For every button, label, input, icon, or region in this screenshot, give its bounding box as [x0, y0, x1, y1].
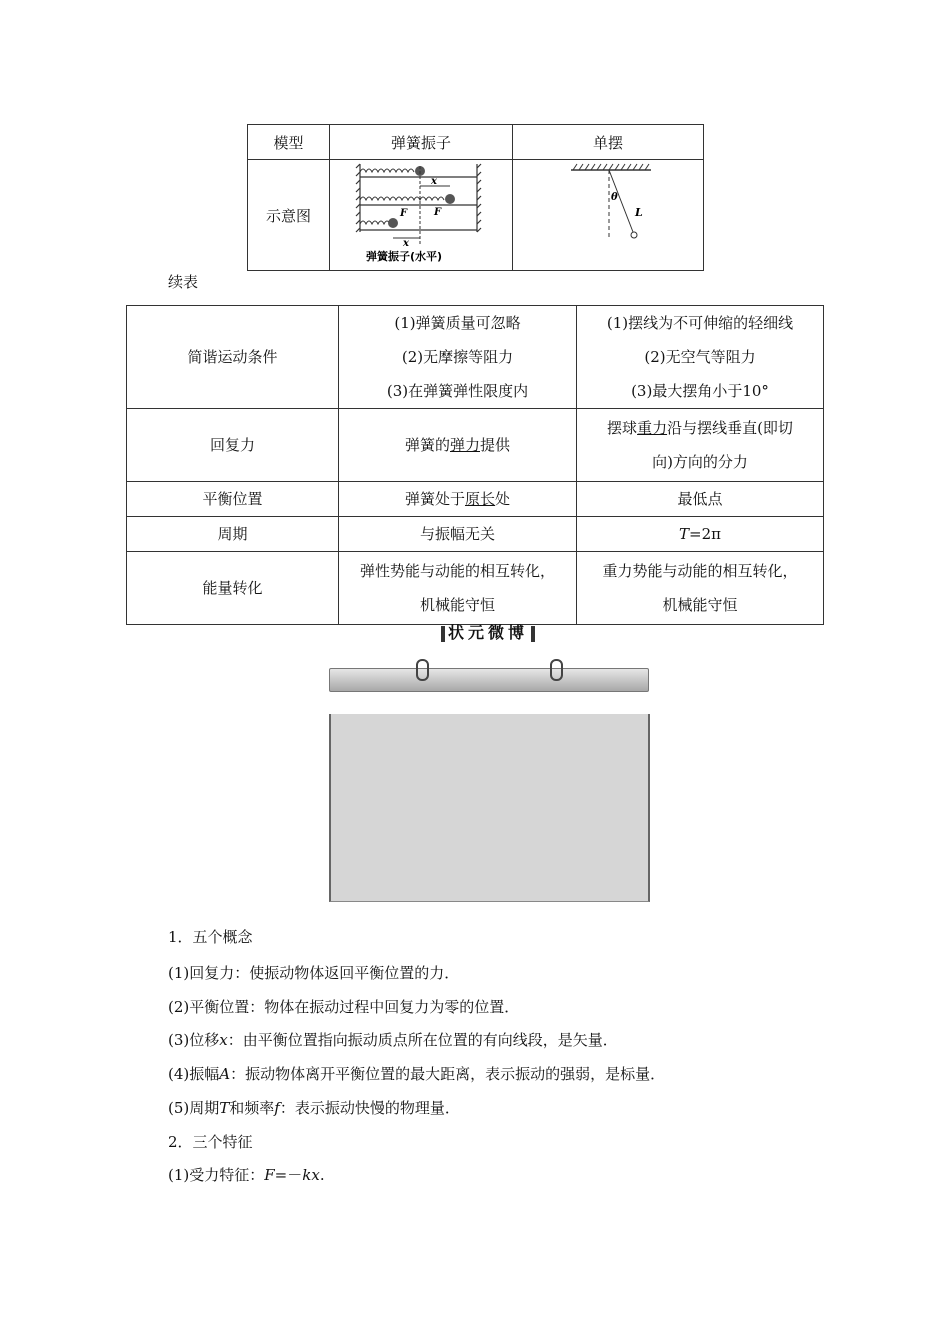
row-label: 回复力: [127, 409, 339, 482]
cell-line: (3)最大摆角小于10°: [631, 382, 769, 400]
cell-line: 向)方向的分力: [652, 453, 748, 471]
underlined-answer: 重力: [637, 419, 668, 437]
section-heading: 2．三个特征: [168, 1133, 253, 1151]
cell-line: (1)弹簧质量可忽略: [394, 314, 521, 332]
spring-cell: [339, 306, 577, 409]
continue-label: 续表: [168, 273, 199, 291]
row-label: 平衡位置: [127, 482, 339, 517]
label-F: F: [434, 207, 442, 218]
header-model: 模型: [248, 125, 330, 160]
section-banner: [424, 622, 552, 644]
cell-line: 重力势能与动能的相互转化，: [602, 562, 798, 580]
table-row: [127, 409, 824, 482]
paragraph: (4)振幅A：振动物体离开平衡位置的最大距离，表示振动的强弱，是标量．: [168, 1065, 666, 1083]
cell-text: 沿与摆线垂直(即切: [667, 419, 793, 437]
binder-ring-icon: [550, 659, 563, 681]
banner-bar-left: [441, 626, 445, 642]
section-heading: 1．五个概念: [168, 928, 253, 946]
model-table: [247, 124, 704, 271]
cell-line: 弹性势能与动能的相互转化，: [359, 562, 555, 580]
table-row: [127, 306, 824, 409]
comparison-table: [126, 305, 824, 625]
paragraph: (5)周期T和频率f：表示振动快慢的物理量．: [168, 1099, 460, 1117]
header-pendulum: 单摆: [513, 125, 704, 160]
spring-cell: [339, 409, 577, 482]
pendulum-cell: [577, 306, 824, 409]
underlined-answer: 弹力: [449, 436, 480, 454]
pendulum-cell: [577, 409, 824, 482]
pendulum-diagram: [513, 160, 703, 266]
board-header-bar: [329, 668, 649, 692]
paragraph: (1)受力特征：F=－kx.: [168, 1166, 325, 1184]
cell-text: 处: [495, 490, 511, 508]
label-x2: x: [403, 238, 409, 249]
paragraph: (3)位移x：由平衡位置指向振动质点所在位置的有向线段，是矢量．: [168, 1031, 618, 1049]
cell-line: 机械能守恒: [662, 596, 738, 614]
label-theta: θ: [611, 192, 618, 203]
spring-cell: [339, 482, 577, 517]
paragraph: (1)回复力：使振动物体返回平衡位置的力．: [168, 964, 460, 982]
label-F2: F: [400, 208, 408, 219]
table-row: [127, 482, 824, 517]
cell-text: 提供: [480, 436, 511, 454]
cell-text: 弹簧的: [404, 436, 450, 454]
spring-caption: 弹簧振子(水平): [366, 250, 443, 263]
row-label: 能量转化: [127, 552, 339, 625]
label-x: x: [431, 176, 437, 187]
cell-line: (2)无空气等阻力: [644, 348, 756, 366]
underlined-answer: 原长: [464, 490, 495, 508]
cell-line: (2)无摩擦等阻力: [401, 348, 514, 366]
binder-ring-icon: [416, 659, 429, 681]
spring-cell: [339, 552, 577, 625]
pendulum-cell: [577, 517, 824, 552]
pendulum-cell: 最低点: [577, 482, 824, 517]
row-label: 周期: [127, 517, 339, 552]
paragraph: (2)平衡位置：物体在振动过程中回复力为零的位置．: [168, 998, 520, 1016]
pendulum-cell: [577, 552, 824, 625]
label-L: L: [635, 206, 643, 219]
cell-text: 摆球: [607, 419, 638, 437]
var-T: T: [679, 525, 690, 543]
cell-text: 弹簧处于: [404, 490, 465, 508]
row-label: 简谐运动条件: [127, 306, 339, 409]
spring-diagram-cell: [330, 160, 513, 271]
table-row: [127, 517, 824, 552]
note-board: [329, 714, 650, 902]
row-label-diagram: 示意图: [248, 160, 330, 271]
header-spring: 弹簧振子: [330, 125, 513, 160]
banner-title: 状元微博: [447, 623, 528, 642]
banner-bar-right: [531, 626, 535, 642]
cell-line: 机械能守恒: [419, 596, 495, 614]
table-row: [127, 552, 824, 625]
cell-line: (3)在弹簧弹性限度内: [386, 382, 529, 400]
spring-cell: 与振幅无关: [339, 517, 577, 552]
pendulum-diagram-cell: [513, 160, 704, 271]
cell-line: (1)摆线为不可伸缩的轻细线: [606, 314, 794, 332]
cell-text: =2π: [689, 525, 721, 543]
spring-oscillator-diagram: [330, 160, 512, 266]
